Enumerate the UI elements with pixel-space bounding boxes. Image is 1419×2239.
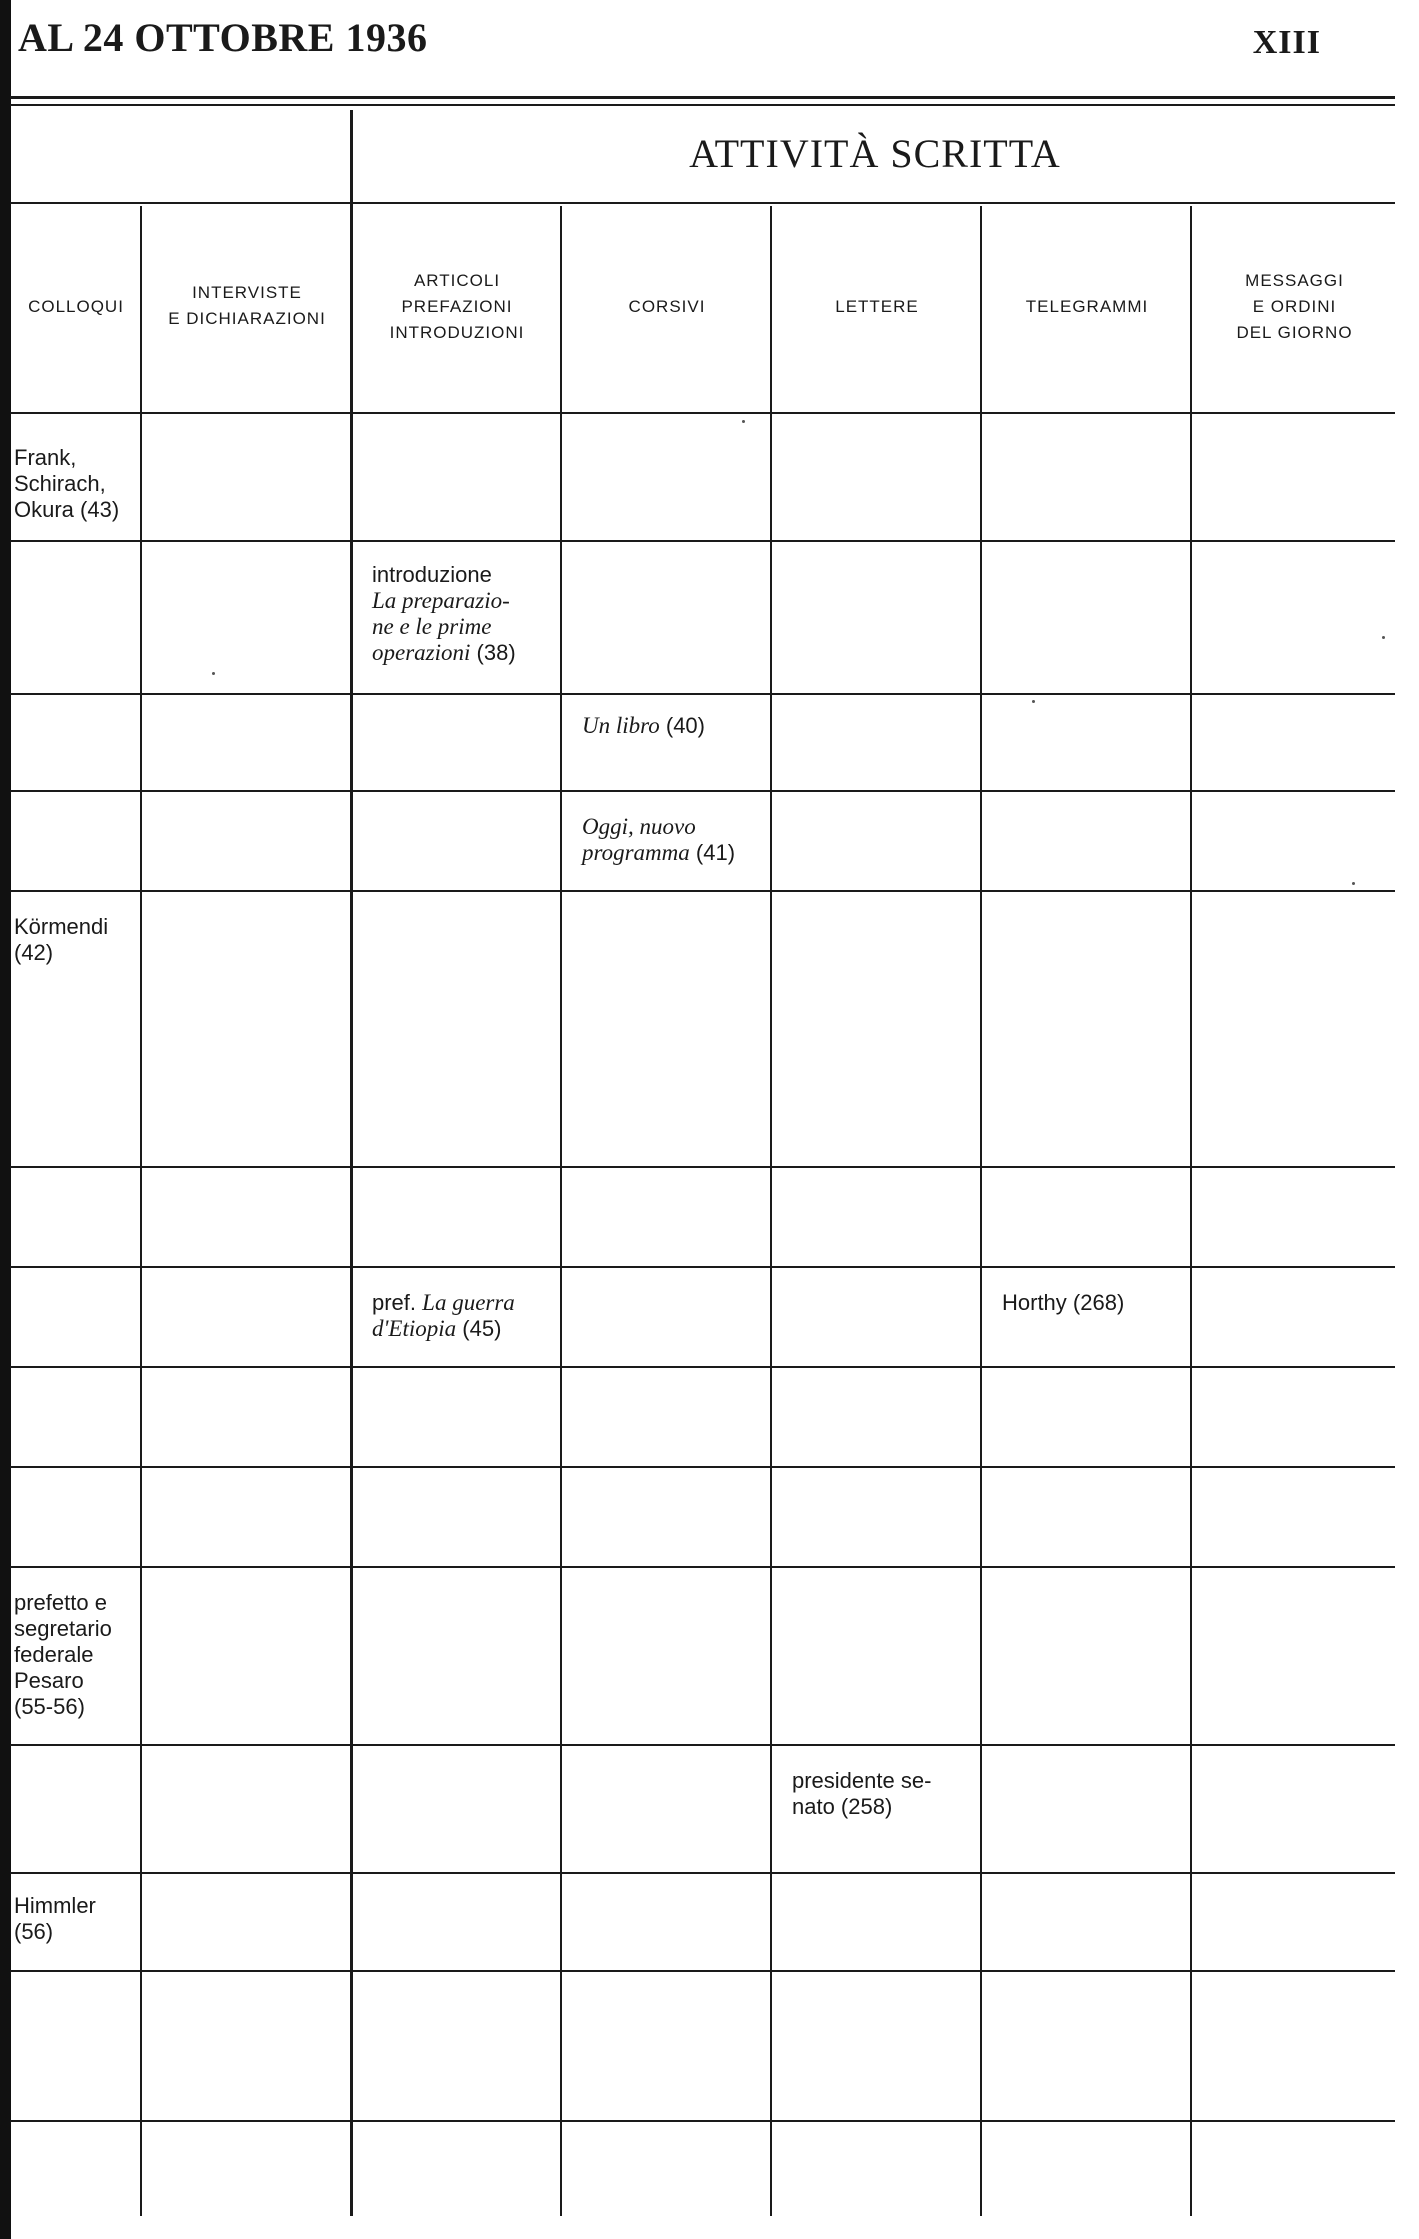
column-header-telegrammi: TELEGRAMMI <box>1025 297 1149 316</box>
scan-speck <box>1352 882 1355 885</box>
entry-corsivi-un-libro <box>582 713 705 739</box>
entry-corsivi-oggi <box>582 814 767 866</box>
column-divider-2 <box>350 110 353 2216</box>
page-binding-edge <box>0 0 11 2239</box>
entry-corsivi-oggi-ref: (41) <box>695 840 736 865</box>
scan-speck <box>1382 636 1385 639</box>
row-rule-13 <box>10 2120 1395 2122</box>
column-divider-1 <box>140 206 142 2216</box>
column-header-interviste: INTERVISTE E DICHIARAZIONI <box>168 283 326 328</box>
column-header-articoli: ARTICOLI PREFAZIONI INTRODUZIONI <box>389 271 525 342</box>
entry-corsivi-oggi-title: Oggi, nuovo programma <box>582 814 696 865</box>
column-header-colloqui: COLLOQUI <box>28 297 124 316</box>
entry-lettere-presidente: presidente se- nato (258) <box>792 1768 932 1819</box>
header-rule-top <box>10 96 1395 99</box>
column-divider-5 <box>980 206 982 2216</box>
page-header-date: AL 24 OTTOBRE 1936 <box>18 15 428 60</box>
entry-colloqui-prefetto: prefetto e segretario federale Pesaro (55-56) <box>14 1590 112 1719</box>
entry-corsivi-un-libro-ref: (40) <box>665 713 705 738</box>
group-rule <box>10 202 1395 204</box>
row-rule-12 <box>10 1970 1395 1972</box>
entry-articoli-introduzione-prefix: introduzione <box>372 562 492 587</box>
entry-colloqui-himmler: Himmler (56) <box>14 1893 96 1944</box>
row-rule-10 <box>10 1744 1395 1746</box>
row-rule-9 <box>10 1566 1395 1568</box>
entry-articoli-prefazione-ref: (45) <box>462 1316 502 1341</box>
row-rule-1 <box>10 540 1395 542</box>
row-rule-8 <box>10 1466 1395 1468</box>
row-rule-11 <box>10 1872 1395 1874</box>
column-header-messaggi: MESSAGGI E ORDINI DEL GIORNO <box>1236 271 1353 342</box>
column-divider-6 <box>1190 206 1192 2216</box>
column-header-corsivi: CORSIVI <box>628 297 706 316</box>
entry-articoli-introduzione-ref: (38) <box>476 640 516 665</box>
entry-articoli-prefazione-title: La guerra d'Etiopia <box>372 1290 515 1341</box>
page-number: XIII <box>1252 24 1321 61</box>
scan-speck <box>212 672 215 675</box>
row-rule-5 <box>10 1166 1395 1168</box>
entry-colloqui-kormendi: Körmendi (42) <box>14 914 109 965</box>
section-title: ATTIVITÀ SCRITTA <box>689 131 1061 176</box>
entry-colloqui-frank: Frank, Schirach, Okura (43) <box>14 445 120 522</box>
row-rule-3 <box>10 790 1395 792</box>
column-divider-3 <box>560 206 562 2216</box>
column-divider-4 <box>770 206 772 2216</box>
entry-telegrammi-horthy: Horthy (268) <box>1002 1290 1125 1315</box>
row-rule-7 <box>10 1366 1395 1368</box>
column-header-lettere: LETTERE <box>835 297 919 316</box>
row-rule-6 <box>10 1266 1395 1268</box>
entry-articoli-prefazione-prefix: pref. <box>372 1290 417 1315</box>
row-rule-4 <box>10 890 1395 892</box>
header-rule-bottom <box>10 104 1395 106</box>
scan-speck <box>742 420 745 423</box>
entry-articoli-introduzione <box>372 562 552 666</box>
scan-speck <box>1032 700 1035 703</box>
entry-corsivi-un-libro-title: Un libro <box>582 713 660 738</box>
entry-articoli-prefazione <box>372 1290 557 1342</box>
column-head-rule <box>10 412 1395 414</box>
row-rule-2 <box>10 693 1395 695</box>
entry-articoli-introduzione-title: La preparazio- ne e le prime operazioni <box>372 588 510 665</box>
